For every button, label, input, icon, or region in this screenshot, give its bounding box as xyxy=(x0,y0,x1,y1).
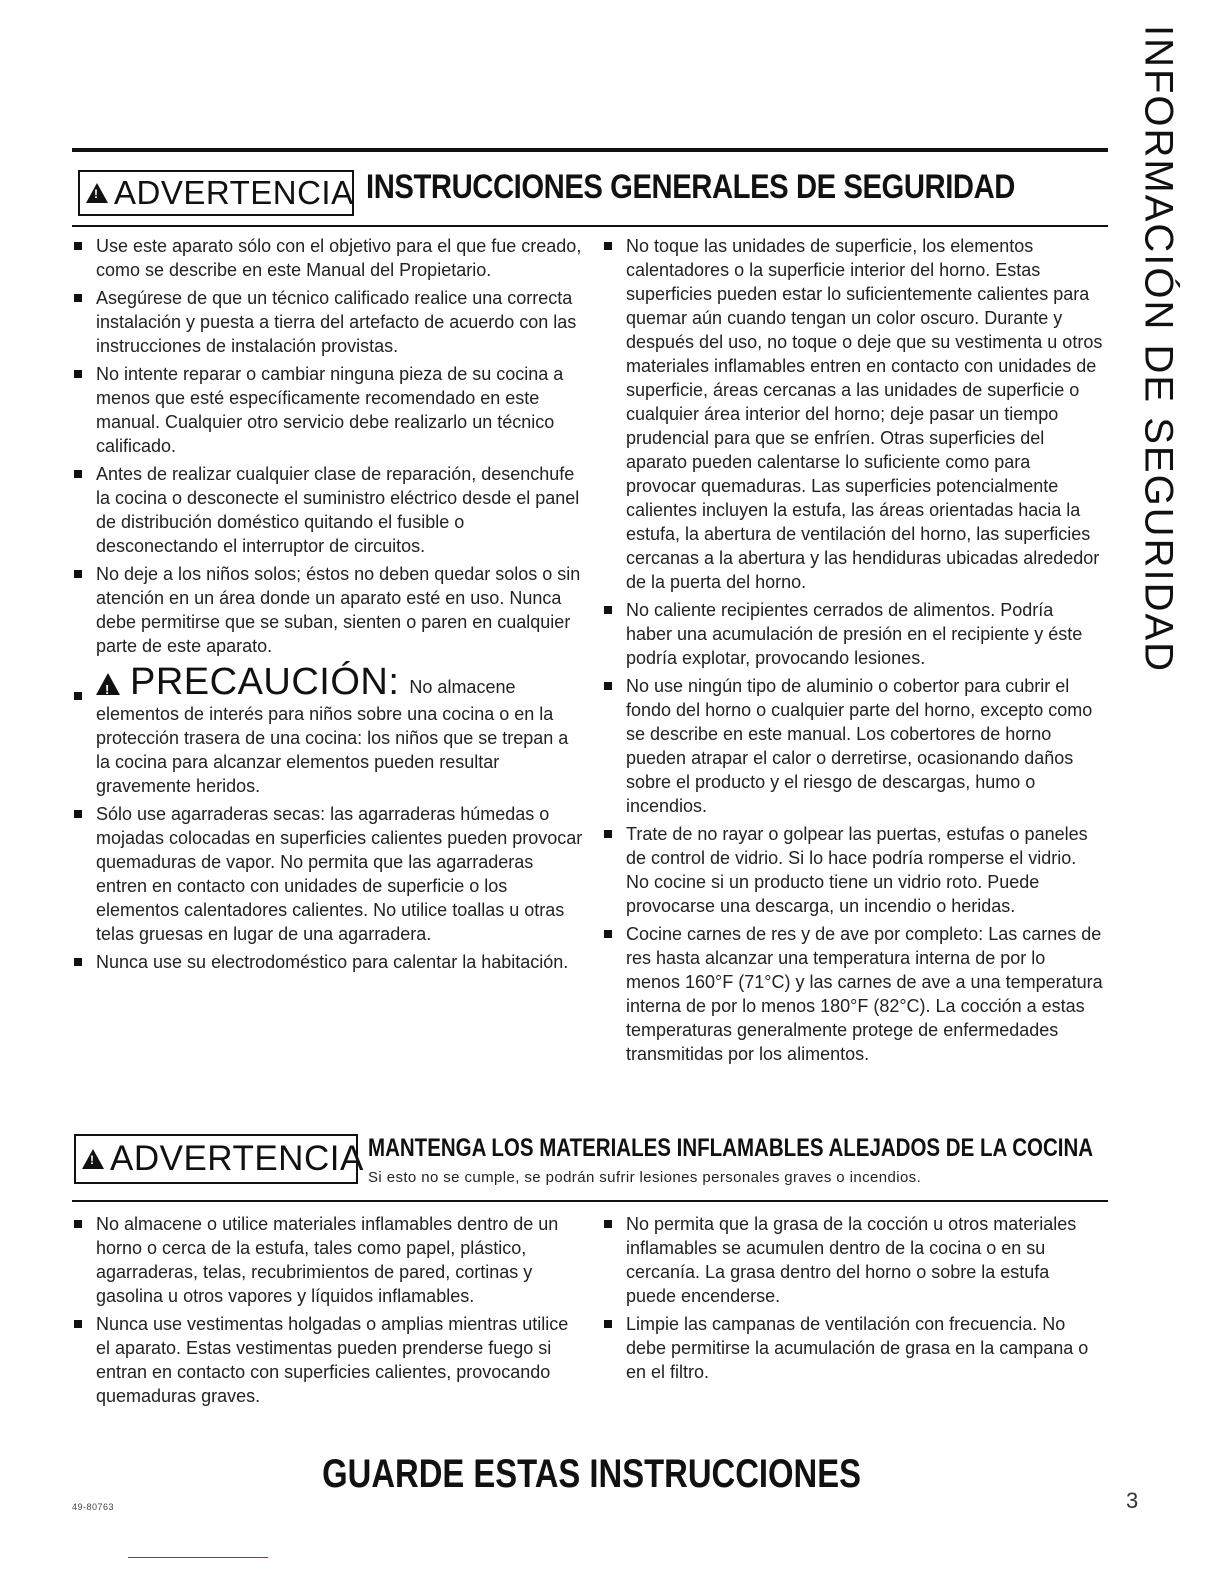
section-subtitle-2: Si esto no se cumple, se podrán sufrir lesiones personales graves o incendios. xyxy=(368,1169,922,1186)
warning-badge xyxy=(78,170,354,216)
list-item: No caliente recipientes cerrados de alimentos. Podría haber una acumulación de presión en el recipiente y éste podría explotar, provocando lesiones. xyxy=(604,598,1104,670)
caution-text-start: No almacene xyxy=(409,677,516,697)
warning-triangle-icon xyxy=(86,183,108,203)
list-item: No intente reparar o cambiar ninguna pieza de su cocina a menos que esté específicamente recomendado en este manual. Cualquier otro servicio debe realizarlo un técnico calificado. xyxy=(74,362,584,458)
document-id: 49-80763 xyxy=(72,1502,115,1512)
side-tab-label: INFORMACIÓN DE SEGURIDAD xyxy=(1136,24,1181,674)
list-item: Nunca use su electrodoméstico para calentar la habitación. xyxy=(74,950,584,974)
caution-item xyxy=(74,662,584,798)
warning-word: ADVERTENCIA xyxy=(110,1139,364,1178)
list-item: Nunca use vestimentas holgadas o amplias mientras utilice el aparato. Estas vestimentas pueden prenderse fuego si entran en contacto con superficies calientes, provocando quemaduras graves. xyxy=(74,1312,574,1408)
flammable-right-column xyxy=(604,1212,1104,1388)
list-item: No almacene o utilice materiales inflamables dentro de un horno o cerca de la estufa, tales como papel, plástico, agarraderas, telas, recubrimientos de pared, cortinas y gasolina u otros vapores y líquidos inflamables. xyxy=(74,1212,574,1308)
list-item: Asegúrese de que un técnico calificado realice una correcta instalación y puesta a tierra del artefacto de acuerdo con las instrucciones de instalación provistas. xyxy=(74,286,584,358)
side-tab xyxy=(1136,24,1181,674)
top-rule xyxy=(72,148,1108,152)
list-item: Limpie las campanas de ventilación con frecuencia. No debe permitirse la acumulación de grasa en la campana o en el filtro. xyxy=(604,1312,1104,1384)
footer-title-text: GUARDE ESTAS INSTRUCCIONES xyxy=(322,1452,862,1496)
safety-left-column xyxy=(74,234,584,978)
section-title: INSTRUCCIONES GENERALES DE SEGURIDAD xyxy=(366,168,1015,206)
warning-triangle-icon xyxy=(82,1149,104,1169)
caution-word: PRECAUCIÓN: xyxy=(130,661,400,703)
caution-header xyxy=(96,662,584,702)
section-title-2: MANTENGA LOS MATERIALES INFLAMABLES ALEJADOS DE LA COCINA xyxy=(368,1134,1094,1162)
list-item: Trate de no rayar o golpear las puertas, estufas o paneles de control de vidrio. Si lo hace podría romperse el vidrio. No cocine si un producto tiene un vidrio roto. Puede provocarse una descarga, un incendio o heridas. xyxy=(604,822,1104,918)
section-rule xyxy=(72,225,1108,227)
page-number: 3 xyxy=(1126,1488,1139,1513)
list-item: Use este aparato sólo con el objetivo para el que fue creado, como se describe en este Manual del Propietario. xyxy=(74,234,584,282)
list-item: No toque las unidades de superficie, los elementos calentadores o la superficie interior del horno. Estas superficies pueden estar lo suficientemente calientes para quemar aún cuando tengan un color oscuro. Durante y después del uso, no toque o deje que su vestimenta u otros materiales inflamables entren en contacto con unidades de superficie, áreas cercanas a las unidades de superficie o cualquier área interior del horno; deje pasar un tiempo prudencial para que se enfríen. Otras superficies del aparato pueden calentarse lo suficiente como para provocar quemaduras. Las superficies potencialmente calientes incluyen la estufa, las áreas orientadas hacia la estufa, la abertura de ventilación del horno, las superficies cercanas a la abertura y las hendiduras ubicadas alrededor de la puerta del horno. xyxy=(604,234,1104,594)
warning-word: ADVERTENCIA xyxy=(114,174,354,211)
scan-artifact-line xyxy=(128,1557,268,1558)
safety-right-column xyxy=(604,234,1104,1070)
list-item: Antes de realizar cualquier clase de reparación, desenchufe la cocina o desconecte el suministro eléctrico desde el panel de distribución doméstico quitando el fusible o desconectando el interruptor de circuitos. xyxy=(74,462,584,558)
list-item: No permita que la grasa de la cocción u otros materiales inflamables se acumulen dentro de la cocina o en su cercanía. La grasa dentro del horno o sobre la estufa puede encenderse. xyxy=(604,1212,1104,1308)
footer-title xyxy=(0,1452,1184,1497)
caution-text: elementos de interés para niños sobre una cocina o en la protección trasera de una cocina: los niños que se trepan a la cocina para alcanzar elementos pueden resultar gravemente heridos. xyxy=(96,704,569,796)
list-item: Sólo use agarraderas secas: las agarraderas húmedas o mojadas colocadas en superficies calientes pueden provocar quemaduras de vapor. No permita que las agarraderas entren en contacto con unidades de superficie o los elementos calentadores calientes. No utilice toallas u otras telas gruesas en lugar de una agarradera. xyxy=(74,802,584,946)
list-item: No deje a los niños solos; éstos no deben quedar solos o sin atención en un área donde un aparato esté en uso. Nunca debe permitirse que se suban, sienten o paren en cualquier parte de este aparato. xyxy=(74,562,584,658)
list-item: No use ningún tipo de aluminio o cobertor para cubrir el fondo del horno o cualquier parte del horno, excepto como se describe en este manual. Los cobertores de horno pueden atrapar el calor o derretirse, ocasionando daños sobre el producto y el riesgo de descargas, humo o incendios. xyxy=(604,674,1104,818)
warning-badge-2 xyxy=(74,1134,364,1184)
flammable-left-column xyxy=(74,1212,574,1412)
caution-triangle-icon xyxy=(96,673,120,695)
list-item: Cocine carnes de res y de ave por completo: Las carnes de res hasta alcanzar una temperatura interna de por lo menos 160°F (71°C) y las carnes de ave a una temperatura interna de por lo menos 180°F (82°C). La cocción a estas temperaturas generalmente protege de enfermedades transmitidas por los alimentos. xyxy=(604,922,1104,1066)
section-rule-2 xyxy=(72,1200,1108,1202)
